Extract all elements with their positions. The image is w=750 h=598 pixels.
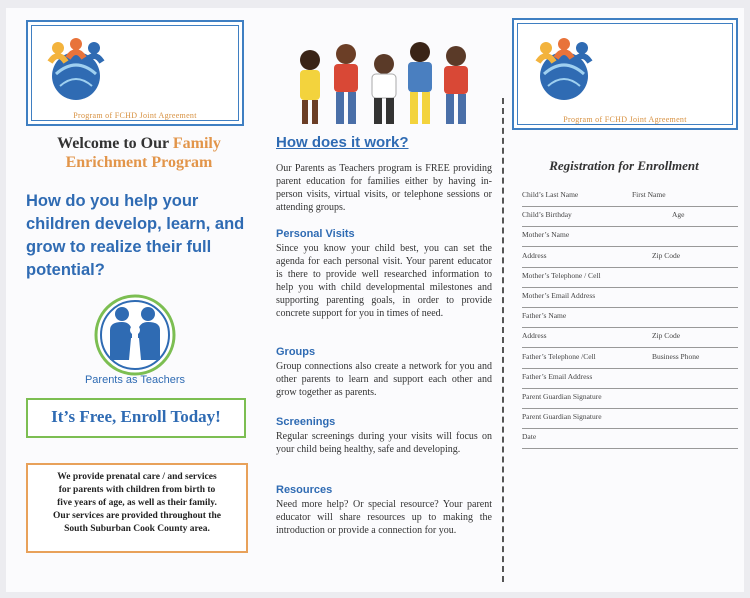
section-title-screenings: Screenings (276, 416, 336, 428)
form-field-row[interactable] (522, 287, 738, 308)
info-line: We provide prenatal care / and services (57, 472, 217, 482)
form-field-label: Date (522, 432, 537, 442)
section-body-resources: Need more help? Or special resource? Your parent educator will share resources up to making the introduction or provide a connection for you. (276, 499, 492, 536)
logo-caption: Program of FCHD Joint Agreement (73, 111, 197, 120)
welcome-family: Family (172, 135, 221, 152)
form-field-label: Address (522, 331, 547, 341)
form-field-row[interactable] (522, 327, 738, 348)
middle-panel (268, 8, 496, 592)
parents-as-teachers-logo-icon (86, 294, 184, 380)
form-field-label-secondary: Zip Code (652, 331, 681, 341)
services-info-box (26, 463, 248, 553)
form-field-label: Parent Guardian Signature (522, 392, 602, 401)
info-line: for parents with children from birth to (58, 485, 216, 495)
form-field-row[interactable] (522, 368, 738, 389)
registration-title: Registration for Enrollment (549, 158, 699, 173)
form-field-row[interactable] (522, 247, 738, 268)
form-field-row[interactable] (522, 388, 738, 409)
form-field-row[interactable] (522, 206, 738, 227)
form-field-row[interactable] (522, 267, 738, 288)
fold-divider (502, 98, 504, 582)
enroll-banner (26, 398, 246, 438)
info-line: five years of age, as well as their family. (57, 498, 217, 508)
form-field-row[interactable] (522, 226, 738, 247)
logo-caption: Program of FCHD Joint Agreement (563, 115, 687, 124)
family-globe-logo-icon (40, 36, 112, 102)
welcome-prefix: Welcome to Our (57, 135, 173, 152)
form-field-label-secondary: Business Phone (652, 351, 700, 361)
section-body-personal-visits: Since you know your child best, you can set the agenda for each personal visit. Your parent educator is there to provide well researched information to help you with child developmental milestones and supporting parenting goals, in order to provide concrete support for you in times of need. (276, 243, 492, 319)
form-field-label: Address (522, 250, 547, 260)
brochure-sheet (6, 8, 744, 592)
form-field-label: Mother’s Name (522, 230, 570, 240)
section-body-screenings: Regular screenings during your visits will focus on your child being healthy, safe and developing. (276, 431, 492, 455)
form-field-label: Mother’s Email Address (522, 291, 596, 300)
form-field-label-secondary: Zip Code (652, 250, 681, 260)
form-field-label: Child’s Birthday (522, 210, 572, 220)
form-field-row[interactable] (522, 348, 738, 369)
children-photo-icon (288, 38, 478, 132)
question-text: How do you help your children develop, learn, and grow to realize their full potential? (26, 192, 245, 279)
enroll-banner-text: It’s Free, Enroll Today! (51, 407, 221, 426)
section-title-personal-visits: Personal Visits (276, 228, 355, 240)
form-field-row[interactable] (522, 186, 738, 207)
form-field-row[interactable] (522, 408, 738, 429)
how-it-works-heading: How does it work? (276, 134, 409, 151)
form-field-row[interactable] (522, 307, 738, 328)
form-field-label-secondary: First Name (632, 190, 666, 199)
section-title-groups: Groups (276, 346, 316, 358)
form-field-label-secondary: Age (672, 210, 685, 220)
welcome-line2: Enrichment Program (65, 154, 213, 171)
section-title-resources: Resources (276, 484, 333, 496)
form-field-label: Parent Guardian Signature (522, 412, 602, 422)
family-globe-logo-icon (528, 36, 600, 102)
right-panel (508, 8, 740, 592)
form-field-label: Mother’s Telephone / Cell (522, 270, 601, 280)
welcome-heading (34, 134, 244, 172)
pat-label: Parents as Teachers (84, 374, 186, 386)
form-field-label: Child’s Last Name (522, 190, 579, 199)
info-line: South Suburban Cook County area. (64, 524, 210, 534)
form-field-label: Father’s Name (522, 311, 567, 321)
section-body-groups: Group connections also create a network for you and other parents to learn and support each other and grow together as parents. (276, 361, 492, 398)
left-panel (20, 8, 250, 592)
fchd-logo-box (26, 20, 244, 126)
form-field-label: Father’s Telephone /Cell (522, 351, 596, 361)
form-field-row[interactable] (522, 428, 738, 449)
fchd-logo-box-right (512, 18, 738, 130)
intro-paragraph: Our Parents as Teachers program is FREE providing parent education for families either by having in-person visits, virtual visits, or telephone sessions or attending groups. (276, 163, 492, 213)
info-line: Our services are provided throughout the (53, 511, 221, 521)
form-field-label: Father’s Email Address (522, 371, 593, 381)
